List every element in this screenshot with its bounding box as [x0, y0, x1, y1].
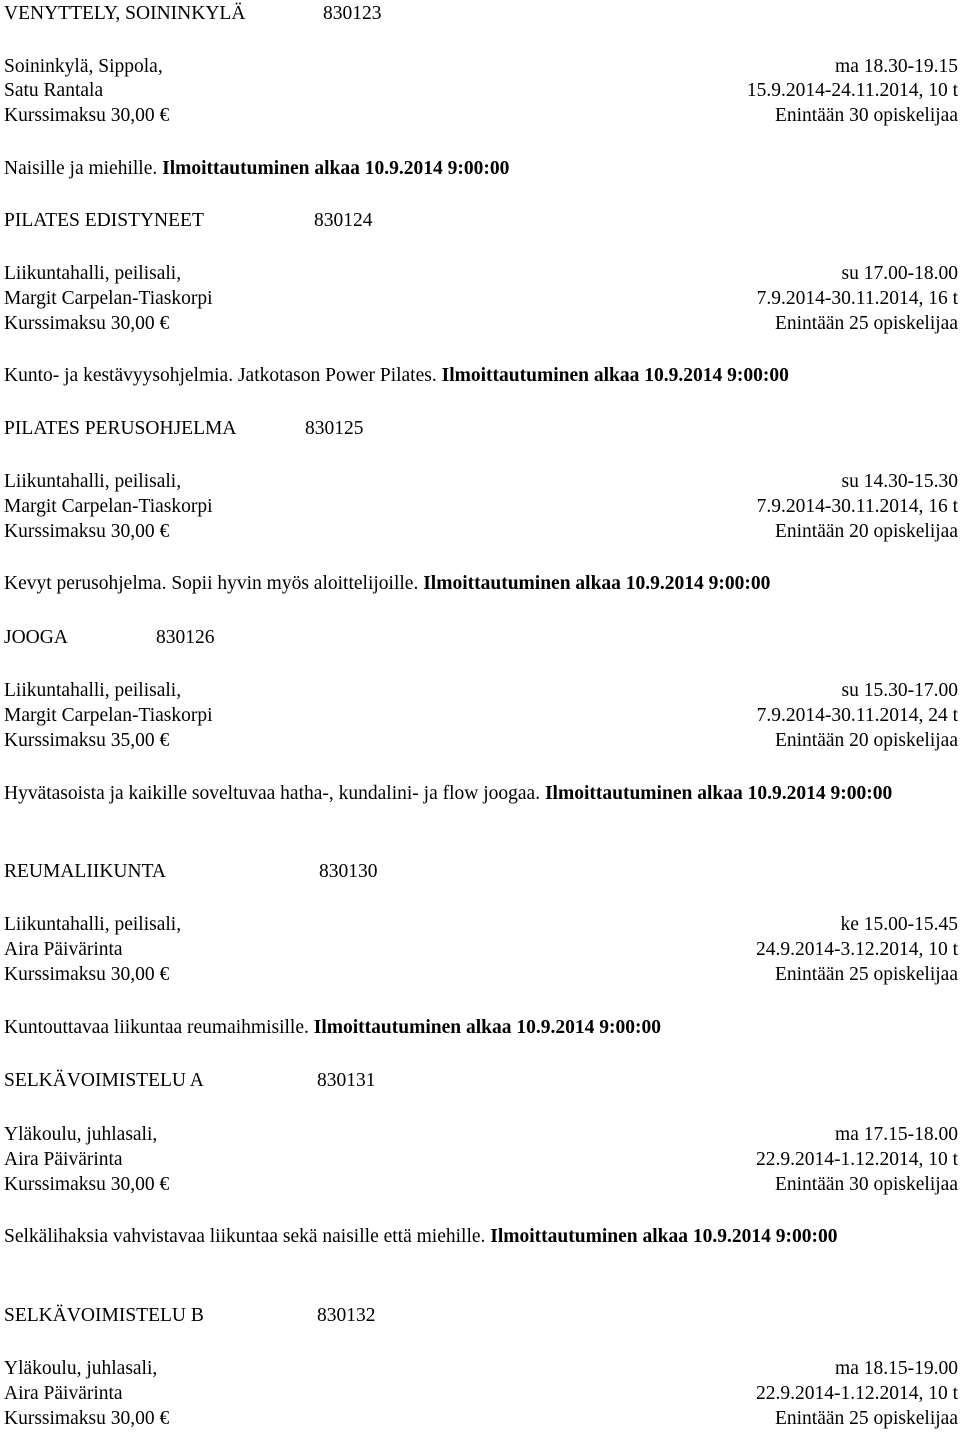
course-time: su 17.00-18.00 — [841, 263, 958, 284]
course-description — [4, 1224, 958, 1250]
course-capacity: Enintään 25 opiskelijaa — [774, 1408, 958, 1429]
course-fee: Kurssimaksu 30,00 € — [4, 313, 170, 334]
course-location-row — [4, 55, 958, 79]
course-location-row — [4, 1357, 958, 1381]
course-period: 15.9.2014-24.11.2014, 10 t — [746, 80, 958, 101]
course-location-row — [4, 913, 958, 937]
course-teacher-row — [4, 287, 958, 311]
course-capacity: Enintään 30 opiskelijaa — [774, 105, 958, 126]
course-time: su 15.30-17.00 — [841, 680, 958, 701]
course-description — [4, 571, 958, 597]
course-teacher-row — [4, 79, 958, 103]
course-fee-row — [4, 729, 958, 753]
course-place: Liikuntahalli, peilisali, — [4, 471, 182, 492]
course-description-text: Kuntouttavaa liikuntaa reumaihmisille. — [4, 1017, 309, 1038]
course-capacity: Enintään 25 opiskelijaa — [774, 964, 958, 985]
course-fee: Kurssimaksu 30,00 € — [4, 1174, 170, 1195]
course-code: 830131 — [317, 1070, 376, 1091]
course-location-row — [4, 470, 958, 494]
course-fee: Kurssimaksu 35,00 € — [4, 730, 170, 751]
course-capacity: Enintään 20 opiskelijaa — [774, 521, 958, 542]
course-fee-row — [4, 312, 958, 336]
course-fee-row — [4, 963, 958, 987]
course-teacher: Aira Päivärinta — [4, 1383, 123, 1404]
course-teacher: Margit Carpelan-Tiaskorpi — [4, 288, 213, 309]
course-teacher: Aira Päivärinta — [4, 1149, 123, 1170]
course-period: 7.9.2014-30.11.2014, 16 t — [756, 496, 958, 517]
course-place: Liikuntahalli, peilisali, — [4, 263, 182, 284]
course-location-row — [4, 679, 958, 703]
course-teacher-row — [4, 495, 958, 519]
course-description-text: Naisille ja miehille. — [4, 158, 158, 179]
course-code: 830130 — [319, 861, 378, 882]
course-teacher: Satu Rantala — [4, 80, 104, 101]
course-description-text: Kunto- ja kestävyysohjelmia. Jatkotason Power Pilates. — [4, 365, 437, 386]
course-time: ma 17.15-18.00 — [835, 1124, 958, 1145]
course-place: Liikuntahalli, peilisali, — [4, 680, 182, 701]
course-title: SELKÄVOIMISTELU A — [4, 1070, 204, 1091]
course-registration: Ilmoittautuminen alkaa 10.9.2014 9:00:00 — [162, 158, 510, 179]
course-fee-row — [4, 104, 958, 128]
course-teacher-row — [4, 938, 958, 962]
course-description-text: Kevyt perusohjelma. Sopii hyvin myös aloittelijoille. — [4, 573, 419, 594]
course-code: 830132 — [317, 1305, 376, 1326]
course-place: Yläkoulu, juhlasali, — [4, 1358, 158, 1379]
course-code: 830126 — [156, 627, 215, 648]
course-registration: Ilmoittautuminen alkaa 10.9.2014 9:00:00 — [441, 365, 789, 386]
course-title: SELKÄVOIMISTELU B — [4, 1305, 204, 1326]
course-code: 830125 — [305, 418, 364, 439]
course-location-row — [4, 1123, 958, 1147]
course-time: ke 15.00-15.45 — [840, 914, 958, 935]
course-fee: Kurssimaksu 30,00 € — [4, 964, 170, 985]
course-teacher: Aira Päivärinta — [4, 939, 123, 960]
course-time: ma 18.15-19.00 — [835, 1358, 958, 1379]
course-description-text: Selkälihaksia vahvistavaa liikuntaa sekä naisille että miehille. — [4, 1226, 486, 1247]
course-fee: Kurssimaksu 30,00 € — [4, 521, 170, 542]
course-registration: Ilmoittautuminen alkaa 10.9.2014 9:00:00 — [423, 573, 771, 594]
course-teacher: Margit Carpelan-Tiaskorpi — [4, 496, 213, 517]
course-code: 830124 — [314, 210, 373, 231]
course-registration: Ilmoittautuminen alkaa 10.9.2014 9:00:00 — [313, 1017, 661, 1038]
course-teacher-row — [4, 1148, 958, 1172]
course-title: JOOGA — [4, 627, 68, 648]
course-period: 7.9.2014-30.11.2014, 16 t — [756, 288, 958, 309]
course-registration: Ilmoittautuminen alkaa 10.9.2014 9:00:00 — [544, 783, 893, 804]
course-description — [4, 363, 958, 389]
course-place: Liikuntahalli, peilisali, — [4, 914, 182, 935]
course-location-row — [4, 262, 958, 286]
course-description — [4, 156, 958, 182]
course-teacher-row — [4, 1382, 958, 1406]
course-title: PILATES PERUSOHJELMA — [4, 418, 237, 439]
course-description — [4, 781, 958, 807]
course-time: ma 18.30-19.15 — [835, 56, 958, 77]
course-capacity: Enintään 30 opiskelijaa — [774, 1174, 958, 1195]
course-teacher: Margit Carpelan-Tiaskorpi — [4, 705, 213, 726]
course-fee: Kurssimaksu 30,00 € — [4, 105, 170, 126]
course-time: su 14.30-15.30 — [841, 471, 958, 492]
course-period: 22.9.2014-1.12.2014, 10 t — [755, 1383, 958, 1404]
course-fee-row — [4, 1173, 958, 1197]
course-description — [4, 1015, 958, 1041]
course-title: PILATES EDISTYNEET — [4, 210, 204, 231]
course-description-text: Hyvätasoista ja kaikille soveltuvaa hatha-, kundalini- ja flow joogaa. — [4, 783, 541, 804]
course-place: Yläkoulu, juhlasali, — [4, 1124, 158, 1145]
course-period: 7.9.2014-30.11.2014, 24 t — [756, 705, 958, 726]
course-teacher-row — [4, 704, 958, 728]
course-period: 22.9.2014-1.12.2014, 10 t — [755, 1149, 958, 1170]
course-registration: Ilmoittautuminen alkaa 10.9.2014 9:00:00 — [490, 1226, 838, 1247]
course-code: 830123 — [323, 3, 382, 24]
course-title: VENYTTELY, SOININKYLÄ — [4, 3, 246, 24]
course-fee: Kurssimaksu 30,00 € — [4, 1408, 170, 1429]
course-capacity: Enintään 25 opiskelijaa — [774, 313, 958, 334]
course-place: Soininkylä, Sippola, — [4, 56, 163, 77]
course-title: REUMALIIKUNTA — [4, 861, 166, 882]
course-fee-row — [4, 520, 958, 544]
course-period: 24.9.2014-3.12.2014, 10 t — [755, 939, 958, 960]
course-capacity: Enintään 20 opiskelijaa — [774, 730, 958, 751]
course-fee-row — [4, 1407, 958, 1431]
